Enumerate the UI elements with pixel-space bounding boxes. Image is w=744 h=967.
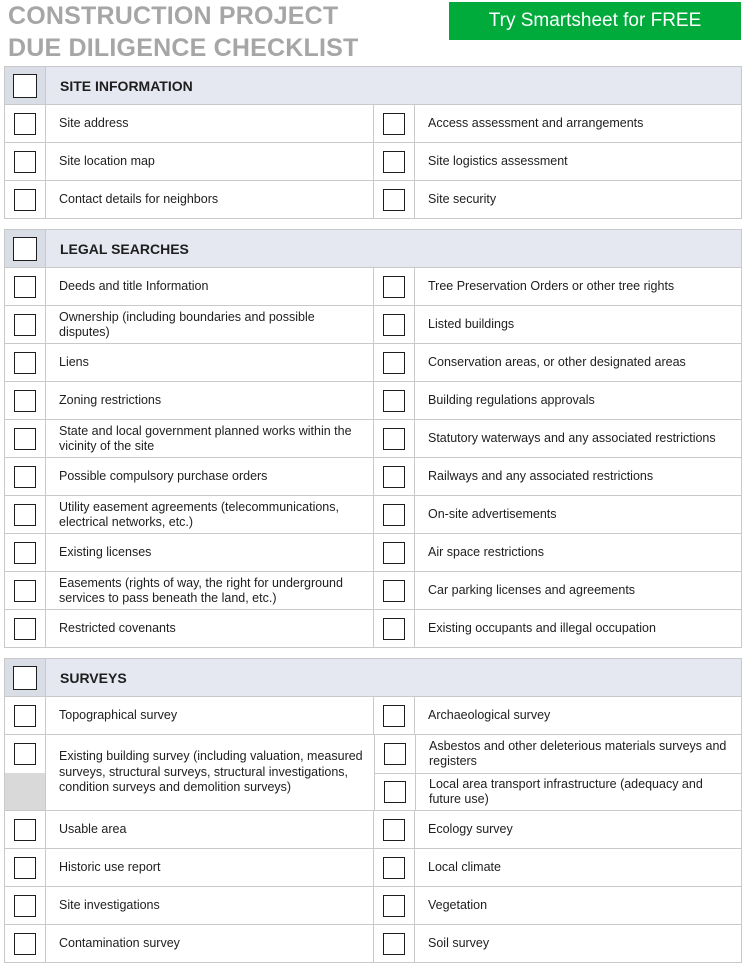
item-label: Easements (rights of way, the right for underground services to pass beneath the land, etc.)	[46, 572, 374, 609]
item-checkbox[interactable]	[384, 781, 406, 803]
item-checkbox[interactable]	[14, 504, 36, 526]
item-label: Site location map	[46, 143, 374, 180]
item-label: Possible compulsory purchase orders	[46, 458, 374, 495]
item-checkbox[interactable]	[383, 466, 405, 488]
item-checkbox[interactable]	[14, 428, 36, 450]
item-checkbox[interactable]	[14, 933, 36, 955]
section-heading: SITE INFORMATION	[60, 77, 193, 94]
item-checkbox[interactable]	[384, 743, 406, 765]
title-line-1: CONSTRUCTION PROJECT	[8, 2, 339, 30]
checklist-row	[5, 496, 741, 534]
item-label: Ecology survey	[428, 822, 513, 836]
item-checkbox[interactable]	[14, 113, 36, 135]
section-checkbox[interactable]	[13, 666, 37, 690]
item-label: Soil survey	[428, 936, 490, 950]
section-header	[5, 67, 741, 105]
item-checkbox[interactable]	[14, 276, 36, 298]
checklist-row	[5, 811, 741, 849]
item-label: Archaeological survey	[428, 708, 551, 722]
checklist-row	[5, 105, 741, 143]
item-label: Existing licenses	[46, 534, 374, 571]
item-checkbox[interactable]	[383, 542, 405, 564]
item-label: Utility easement agreements (telecommunications, electrical networks, etc.)	[46, 496, 374, 533]
item-label: Local climate	[428, 860, 501, 874]
item-label: Listed buildings	[428, 317, 515, 331]
item-checkbox[interactable]	[383, 504, 405, 526]
item-checkbox[interactable]	[14, 743, 36, 765]
checklist-row	[5, 849, 741, 887]
checklist-row	[5, 458, 741, 496]
item-checkbox[interactable]	[14, 857, 36, 879]
item-checkbox[interactable]	[383, 618, 405, 640]
item-label: Railways and any associated restrictions	[428, 469, 654, 483]
item-checkbox[interactable]	[383, 352, 405, 374]
item-checkbox[interactable]	[383, 895, 405, 917]
item-checkbox[interactable]	[14, 580, 36, 602]
checklist-row	[5, 610, 741, 648]
checklist-row	[5, 268, 741, 306]
item-checkbox[interactable]	[14, 542, 36, 564]
item-label: Site logistics assessment	[428, 154, 568, 168]
item-label: State and local government planned works within the vicinity of the site	[46, 420, 374, 457]
checklist-row	[5, 420, 741, 458]
item-checkbox[interactable]	[383, 314, 405, 336]
item-checkbox[interactable]	[383, 151, 405, 173]
item-label: Historic use report	[46, 849, 374, 886]
item-label: Air space restrictions	[428, 545, 545, 559]
item-label: On-site advertisements	[428, 507, 557, 521]
item-label: Asbestos and other deleterious materials surveys and registers	[429, 739, 727, 768]
item-label: Conservation areas, or other designated areas	[428, 355, 686, 369]
item-label: Site security	[428, 192, 497, 206]
site-information-section	[4, 66, 742, 219]
item-checkbox[interactable]	[383, 933, 405, 955]
item-checkbox[interactable]	[383, 705, 405, 727]
item-label: Local area transport infrastructure (adequacy and future use)	[429, 777, 703, 806]
checklist-row	[5, 925, 741, 963]
checkbox-cell	[5, 230, 46, 267]
item-label: Restricted covenants	[46, 610, 374, 647]
item-label: Site address	[46, 105, 374, 142]
checklist-row-merged	[5, 735, 741, 811]
item-label: Car parking licenses and agreements	[428, 583, 636, 597]
checklist-row	[5, 697, 741, 735]
checklist-row	[5, 344, 741, 382]
checklist-row	[5, 887, 741, 925]
try-smartsheet-button[interactable]: Try Smartsheet for FREE	[449, 2, 741, 40]
checklist-row	[5, 181, 741, 219]
item-label: Statutory waterways and any associated restrictions	[428, 431, 716, 445]
section-heading: SURVEYS	[60, 669, 127, 686]
item-label: Usable area	[46, 811, 374, 848]
legal-searches-section	[4, 229, 742, 648]
item-checkbox[interactable]	[383, 390, 405, 412]
item-checkbox[interactable]	[14, 895, 36, 917]
item-label: Contamination survey	[46, 925, 374, 962]
title-line-2: DUE DILIGENCE CHECKLIST	[8, 34, 359, 62]
item-checkbox[interactable]	[383, 189, 405, 211]
item-label: Building regulations approvals	[428, 393, 595, 407]
item-label: Tree Preservation Orders or other tree rights	[428, 279, 675, 293]
checkbox-cell	[5, 659, 46, 696]
item-checkbox[interactable]	[14, 466, 36, 488]
item-label: Contact details for neighbors	[46, 181, 374, 218]
checkbox-cell	[5, 67, 46, 104]
item-checkbox[interactable]	[14, 618, 36, 640]
section-checkbox[interactable]	[13, 74, 37, 98]
section-header	[5, 230, 741, 268]
item-checkbox[interactable]	[383, 428, 405, 450]
item-label: Ownership (including boundaries and possible disputes)	[46, 306, 374, 343]
item-checkbox[interactable]	[14, 705, 36, 727]
item-label: Deeds and title Information	[46, 268, 374, 305]
item-label: Existing building survey (including valuation, measured surveys, structural surveys, structural investigations, condition surveys and demolition surveys)	[59, 749, 363, 795]
section-checkbox[interactable]	[13, 237, 37, 261]
item-checkbox[interactable]	[383, 819, 405, 841]
item-checkbox[interactable]	[14, 390, 36, 412]
surveys-section	[4, 658, 742, 963]
item-checkbox[interactable]	[14, 819, 36, 841]
page-title	[8, 0, 358, 64]
item-label: Existing occupants and illegal occupation	[428, 621, 656, 635]
item-label: Access assessment and arrangements	[428, 116, 644, 130]
item-checkbox[interactable]	[14, 352, 36, 374]
item-checkbox[interactable]	[14, 189, 36, 211]
item-label: Liens	[46, 344, 374, 381]
item-label: Site investigations	[46, 887, 374, 924]
item-label: Zoning restrictions	[46, 382, 374, 419]
item-checkbox[interactable]	[383, 857, 405, 879]
item-checkbox[interactable]	[14, 151, 36, 173]
checklist-row	[5, 534, 741, 572]
checklist-row	[5, 306, 741, 344]
blank-cell	[5, 773, 45, 810]
item-label: Topographical survey	[46, 697, 374, 734]
section-heading: LEGAL SEARCHES	[60, 240, 189, 257]
item-checkbox[interactable]	[383, 580, 405, 602]
item-checkbox[interactable]	[383, 276, 405, 298]
checklist-row	[5, 572, 741, 610]
checklist-row	[5, 143, 741, 181]
item-label: Vegetation	[428, 898, 488, 912]
section-header	[5, 659, 741, 697]
item-checkbox[interactable]	[383, 113, 405, 135]
checklist-row	[5, 382, 741, 420]
item-checkbox[interactable]	[14, 314, 36, 336]
